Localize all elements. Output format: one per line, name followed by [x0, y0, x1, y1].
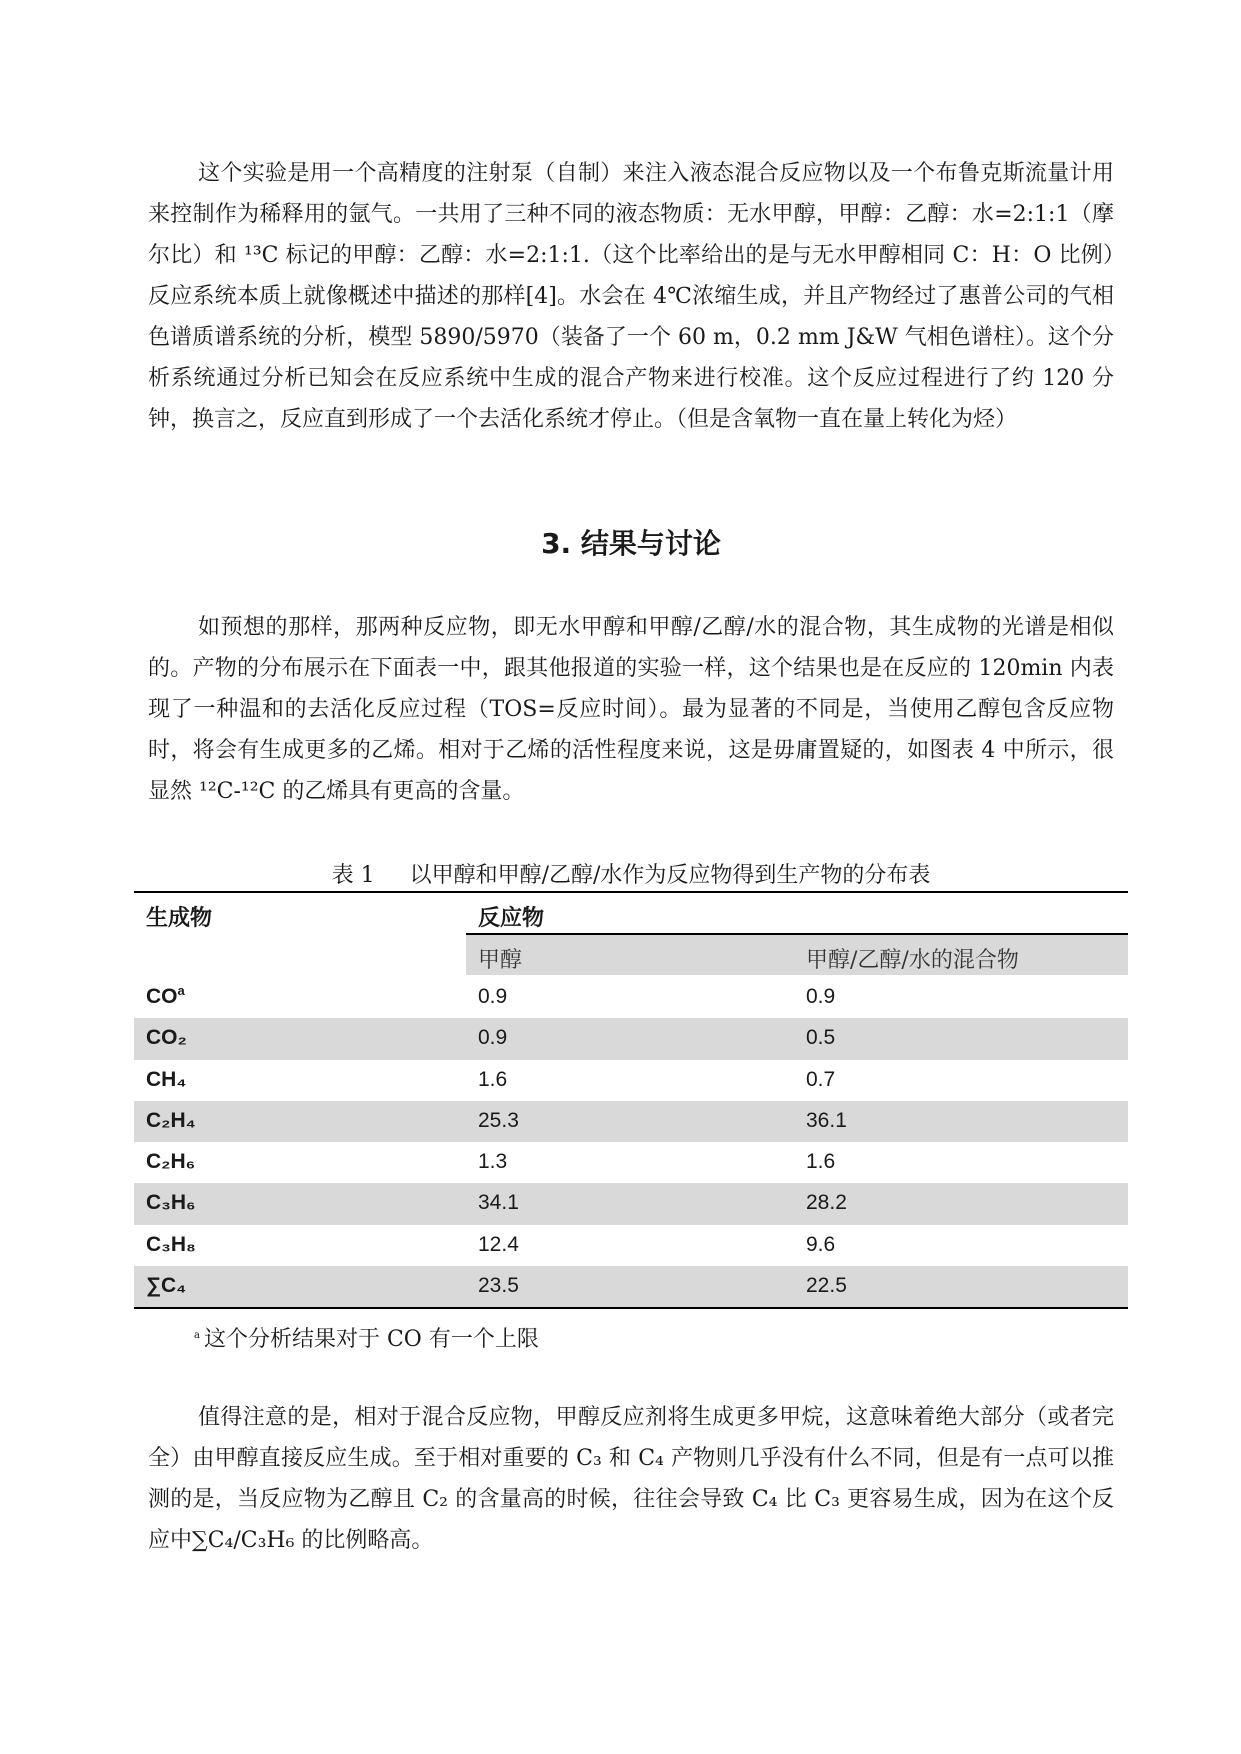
cell-methanol: 25.3: [478, 1108, 519, 1132]
paragraph-results-discussion: 如预想的那样，那两种反应物，即无水甲醇和甲醇/乙醇/水的混合物，其生成物的光谱是相似的。产物的分布展示在下面表一中，跟其他报道的实验一样，这个结果也是在反应的 120min 内表现了一种温和的去活化反应过程（TOS=反应时间）。最为显著的不同是，当使用乙醇包含反应物时，将会有生成更多的乙烯。相对于乙烯的活性程度来说，这是毋庸置疑的，如图表 4 中所示，很显然 ¹²C-¹²C 的乙烯具有更高的含量。: [148, 615, 1115, 804]
cell-methanol: 23.5: [478, 1274, 519, 1298]
table-bottom-rule: [134, 1307, 1128, 1309]
cell-mixture: 0.5: [806, 1026, 836, 1050]
table-row: [134, 1225, 1128, 1266]
table-row: [134, 1018, 1128, 1059]
cell-methanol: 1.3: [478, 1150, 508, 1174]
cell-product: CH₄: [146, 1067, 187, 1091]
cell-product: C₂H₆: [146, 1150, 196, 1174]
section-heading-results: 3. 结果与讨论: [541, 527, 721, 560]
cell-methanol: 12.4: [478, 1232, 519, 1256]
cell-mixture: 0.7: [806, 1067, 836, 1091]
table-footnote: [194, 1322, 539, 1353]
table-caption: [148, 858, 1114, 889]
cell-mixture: 1.6: [806, 1150, 836, 1174]
table-row: [134, 1183, 1128, 1224]
cell-mixture: 36.1: [806, 1108, 847, 1132]
table-row: [134, 1266, 1128, 1307]
cell-mixture: 28.2: [806, 1191, 847, 1215]
cell-product: C₂H₄: [146, 1108, 196, 1132]
cell-mixture: 9.6: [806, 1232, 836, 1256]
footnote-text: 这个分析结果对于 CO 有一个上限: [203, 1327, 539, 1352]
paragraph-experimental-method: 这个实验是用一个高精度的注射泵（自制）来注入液态混合反应物以及一个布鲁克斯流量计用来控制作为稀释用的氩气。一共用了三种不同的液态物质：无水甲醇，甲醇：乙醇：水=2:1:1（摩尔比）和 ¹³C 标记的甲醇：乙醇：水=2:1:1.（这个比率给出的是与无水甲醇相同 C：H：O 比例）反应系统本质上就像概述中描述的那样[4]。水会在 4℃浓缩生成，并且产物经过了惠普公司的气相色谱质谱系统的分析，模型 5890/5970（装备了一个 60 m，0.2 mm J&W 气相色谱柱）。这个分析系统通过分析已知会在反应系统中生成的混合产物来进行校准。这个反应过程进行了约 120 分钟，换言之，反应直到形成了一个去活化系统才停止。（但是含氧物一直在量上转化为烃）: [148, 161, 1114, 432]
cell-product: C₃H₆: [146, 1191, 196, 1215]
table-caption-text: 以甲醇和甲醇/乙醇/水作为反应物得到生产物的分布表: [409, 863, 931, 888]
footnote-mark: a: [177, 983, 185, 998]
cell-methanol: 1.6: [478, 1067, 508, 1091]
table-caption-number: 表 1: [331, 863, 375, 888]
subheader-background: [466, 935, 1128, 975]
subheader-methanol: 甲醇: [478, 948, 523, 973]
header-product: 生成物: [146, 905, 213, 930]
table-row: [134, 1142, 1128, 1183]
cell-product: $CO^a$: [146, 983, 185, 1008]
table-row: [134, 1060, 1128, 1101]
cell-methanol: 0.9: [478, 1026, 508, 1050]
subheader-mixture: 甲醇/乙醇/水的混合物: [806, 948, 1019, 973]
header-reactant: 反应物: [478, 905, 545, 930]
cell-product: C₃H₈: [146, 1232, 196, 1256]
cell-mixture: 0.9: [806, 985, 836, 1008]
cell-mixture: 22.5: [806, 1274, 847, 1298]
cell-methanol: 0.9: [478, 985, 508, 1008]
cell-product: ∑C₄: [146, 1274, 187, 1298]
table-row: [134, 977, 1128, 1018]
footnote-mark: a: [194, 1329, 200, 1341]
table-top-rule: [134, 891, 1128, 893]
table-body: [134, 977, 1128, 1307]
paragraph-methane-observation: 值得注意的是，相对于混合反应物，甲醇反应剂将生成更多甲烷，这意味着绝大部分（或者完全）由甲醇直接反应生成。至于相对重要的 C₃ 和 C₄ 产物则几乎没有什么不同，但是有一点可以推测的是，当反应物为乙醇且 C₂ 的含量高的时候，往往会导致 C₄ 比 C₃ 更容易生成，因为在这个反应中∑C₄/C₃H₆ 的比例略高。: [148, 1405, 1114, 1553]
table-row: [134, 1101, 1128, 1142]
cell-methanol: 34.1: [478, 1191, 519, 1215]
cell-product: CO₂: [146, 1026, 187, 1050]
